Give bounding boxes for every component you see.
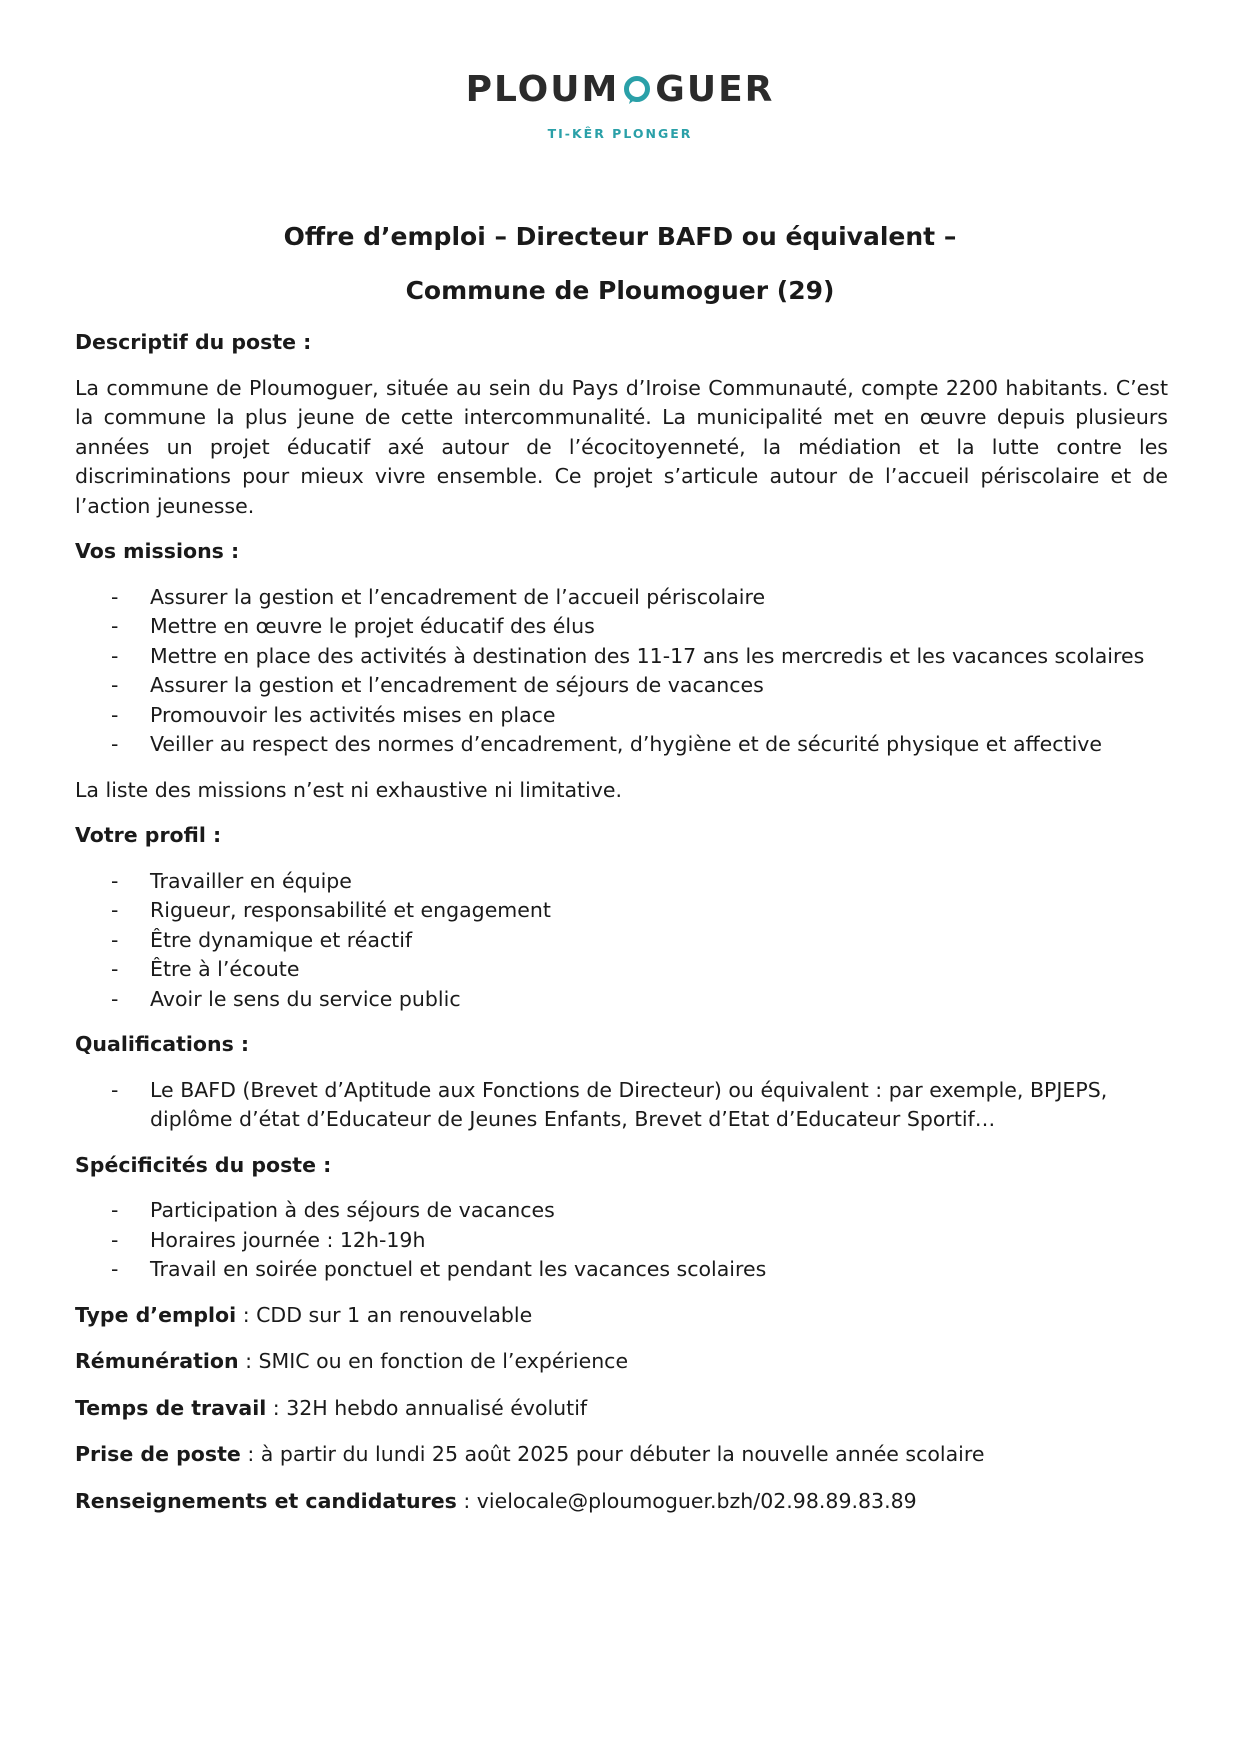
list-item-text: Assurer la gestion et l’encadrement de l’accueil périscolaire <box>150 584 766 609</box>
detail-prise-poste <box>75 1440 1168 1470</box>
logo-wordmark <box>466 68 775 112</box>
list-item-text: Être à l’écoute <box>150 957 300 981</box>
missions-heading: Vos missions : <box>75 539 240 563</box>
descriptif-text: La commune de Ploumoguer, située au sein du Pays d’Iroise Communauté, compte 2200 habitants. C’est la commune la plus jeune de cette intercommunalité. La municipalité met en œuvre depuis plusieurs années un projet éducatif axé autour de l’écocitoyenneté, la médiation et la lutte contre les discriminations pour mieux vivre ensemble. Ce projet s’articule autour de l’accueil périscolaire et de l’action jeunesse. <box>75 375 1168 518</box>
dash-bullet: - <box>111 643 119 668</box>
dash-bullet: - <box>111 957 119 981</box>
detail-key: Prise de poste <box>75 1442 241 1466</box>
dash-bullet: - <box>111 1227 119 1252</box>
list-item-text: Horaires journée : 12h-19h <box>150 1227 426 1252</box>
list-item <box>75 701 1168 731</box>
list-item-text: Veiller au respect des normes d’encadrement, d’hygiène et de sécurité physique et affective <box>150 732 1103 756</box>
dash-bullet: - <box>111 868 119 893</box>
descriptif-heading: Descriptif du poste : <box>75 330 312 354</box>
dash-bullet: - <box>111 927 119 952</box>
list-item <box>75 896 1168 926</box>
detail-value: : à partir du lundi 25 août 2025 pour débuter la nouvelle année scolaire <box>240 1442 985 1466</box>
detail-type-emploi <box>75 1301 1168 1331</box>
detail-remuneration <box>75 1347 1168 1377</box>
page-title-line2: Commune de Ploumoguer (29) <box>405 276 835 305</box>
dash-bullet: - <box>111 1198 119 1222</box>
list-item <box>75 1226 1168 1256</box>
list-item-text: Mettre en place des activités à destination des 11-17 ans les mercredis et les vacances scolaires <box>150 643 1145 668</box>
missions-note: La liste des missions n’est ni exhaustive ni limitative. <box>75 777 623 802</box>
list-item <box>75 926 1168 956</box>
list-item-text: Avoir le sens du service public <box>150 986 461 1011</box>
list-item-text: Mettre en œuvre le projet éducatif des élus <box>150 614 595 638</box>
list-item <box>75 1076 1168 1135</box>
specificites-list <box>75 1196 1168 1285</box>
list-item <box>75 730 1168 760</box>
list-item-text: Travail en soirée ponctuel et pendant les vacances scolaires <box>150 1257 767 1281</box>
qualifications-list <box>75 1076 1168 1135</box>
detail-value: : vielocale@ploumoguer.bzh/02.98.89.83.89 <box>456 1488 917 1513</box>
dash-bullet: - <box>111 1257 119 1281</box>
list-item-text: Rigueur, responsabilité et engagement <box>150 898 551 922</box>
logo-word-left: PLOUM <box>465 69 620 110</box>
dash-bullet: - <box>111 986 119 1011</box>
dash-bullet: - <box>111 702 119 727</box>
list-item <box>75 642 1168 672</box>
list-item <box>75 985 1168 1015</box>
page-title-line1: Offre d’emploi – Directeur BAFD ou équivalent – <box>283 222 957 251</box>
missions-list <box>75 583 1168 760</box>
list-item-text: Promouvoir les activités mises en place <box>150 702 556 727</box>
list-item-text: Le BAFD (Brevet d’Aptitude aux Fonctions de Directeur) ou équivalent : par exemple, BPJEPS, diplôme d’état d’Educateur de Jeunes Enfants, Brevet d’Etat d’Educateur Sportif… <box>150 1077 1108 1131</box>
list-item <box>75 1196 1168 1226</box>
list-item-text: Participation à des séjours de vacances <box>150 1198 555 1222</box>
list-item <box>75 867 1168 897</box>
detail-value: : CDD sur 1 an renouvelable <box>236 1302 533 1327</box>
dash-bullet: - <box>111 732 119 756</box>
profil-list <box>75 867 1168 1015</box>
dash-bullet: - <box>111 1077 119 1102</box>
list-item-text: Travailler en équipe <box>150 868 352 893</box>
list-item <box>75 671 1168 701</box>
list-item <box>75 612 1168 642</box>
list-item <box>75 583 1168 613</box>
detail-key: Rémunération <box>75 1349 239 1373</box>
specificites-heading: Spécificités du poste : <box>75 1152 332 1177</box>
detail-contact <box>75 1487 1168 1517</box>
dash-bullet: - <box>111 584 119 609</box>
detail-value: : SMIC ou en fonction de l’expérience <box>238 1349 629 1373</box>
detail-key: Temps de travail <box>75 1395 267 1420</box>
detail-temps-travail <box>75 1394 1168 1424</box>
detail-key: Type d’emploi <box>75 1302 237 1327</box>
offer-content <box>75 328 1168 1533</box>
list-item <box>75 1255 1168 1285</box>
logo-word-right: GUER <box>655 69 775 110</box>
qualifications-heading: Qualifications : <box>75 1032 250 1056</box>
logo <box>0 68 1240 141</box>
logo-tagline: TI-KÊR PLONGER <box>547 126 693 141</box>
list-item <box>75 955 1168 985</box>
profil-heading: Votre profil : <box>75 823 222 847</box>
dash-bullet: - <box>111 898 119 922</box>
dash-bullet: - <box>111 673 119 697</box>
detail-value: : 32H hebdo annualisé évolutif <box>266 1395 588 1420</box>
list-item-text: Être dynamique et réactif <box>150 927 413 952</box>
detail-key: Renseignements et candidatures <box>75 1488 457 1513</box>
logo-speech-bubble-icon <box>622 75 652 105</box>
dash-bullet: - <box>111 614 119 638</box>
list-item-text: Assurer la gestion et l’encadrement de séjours de vacances <box>150 673 764 697</box>
